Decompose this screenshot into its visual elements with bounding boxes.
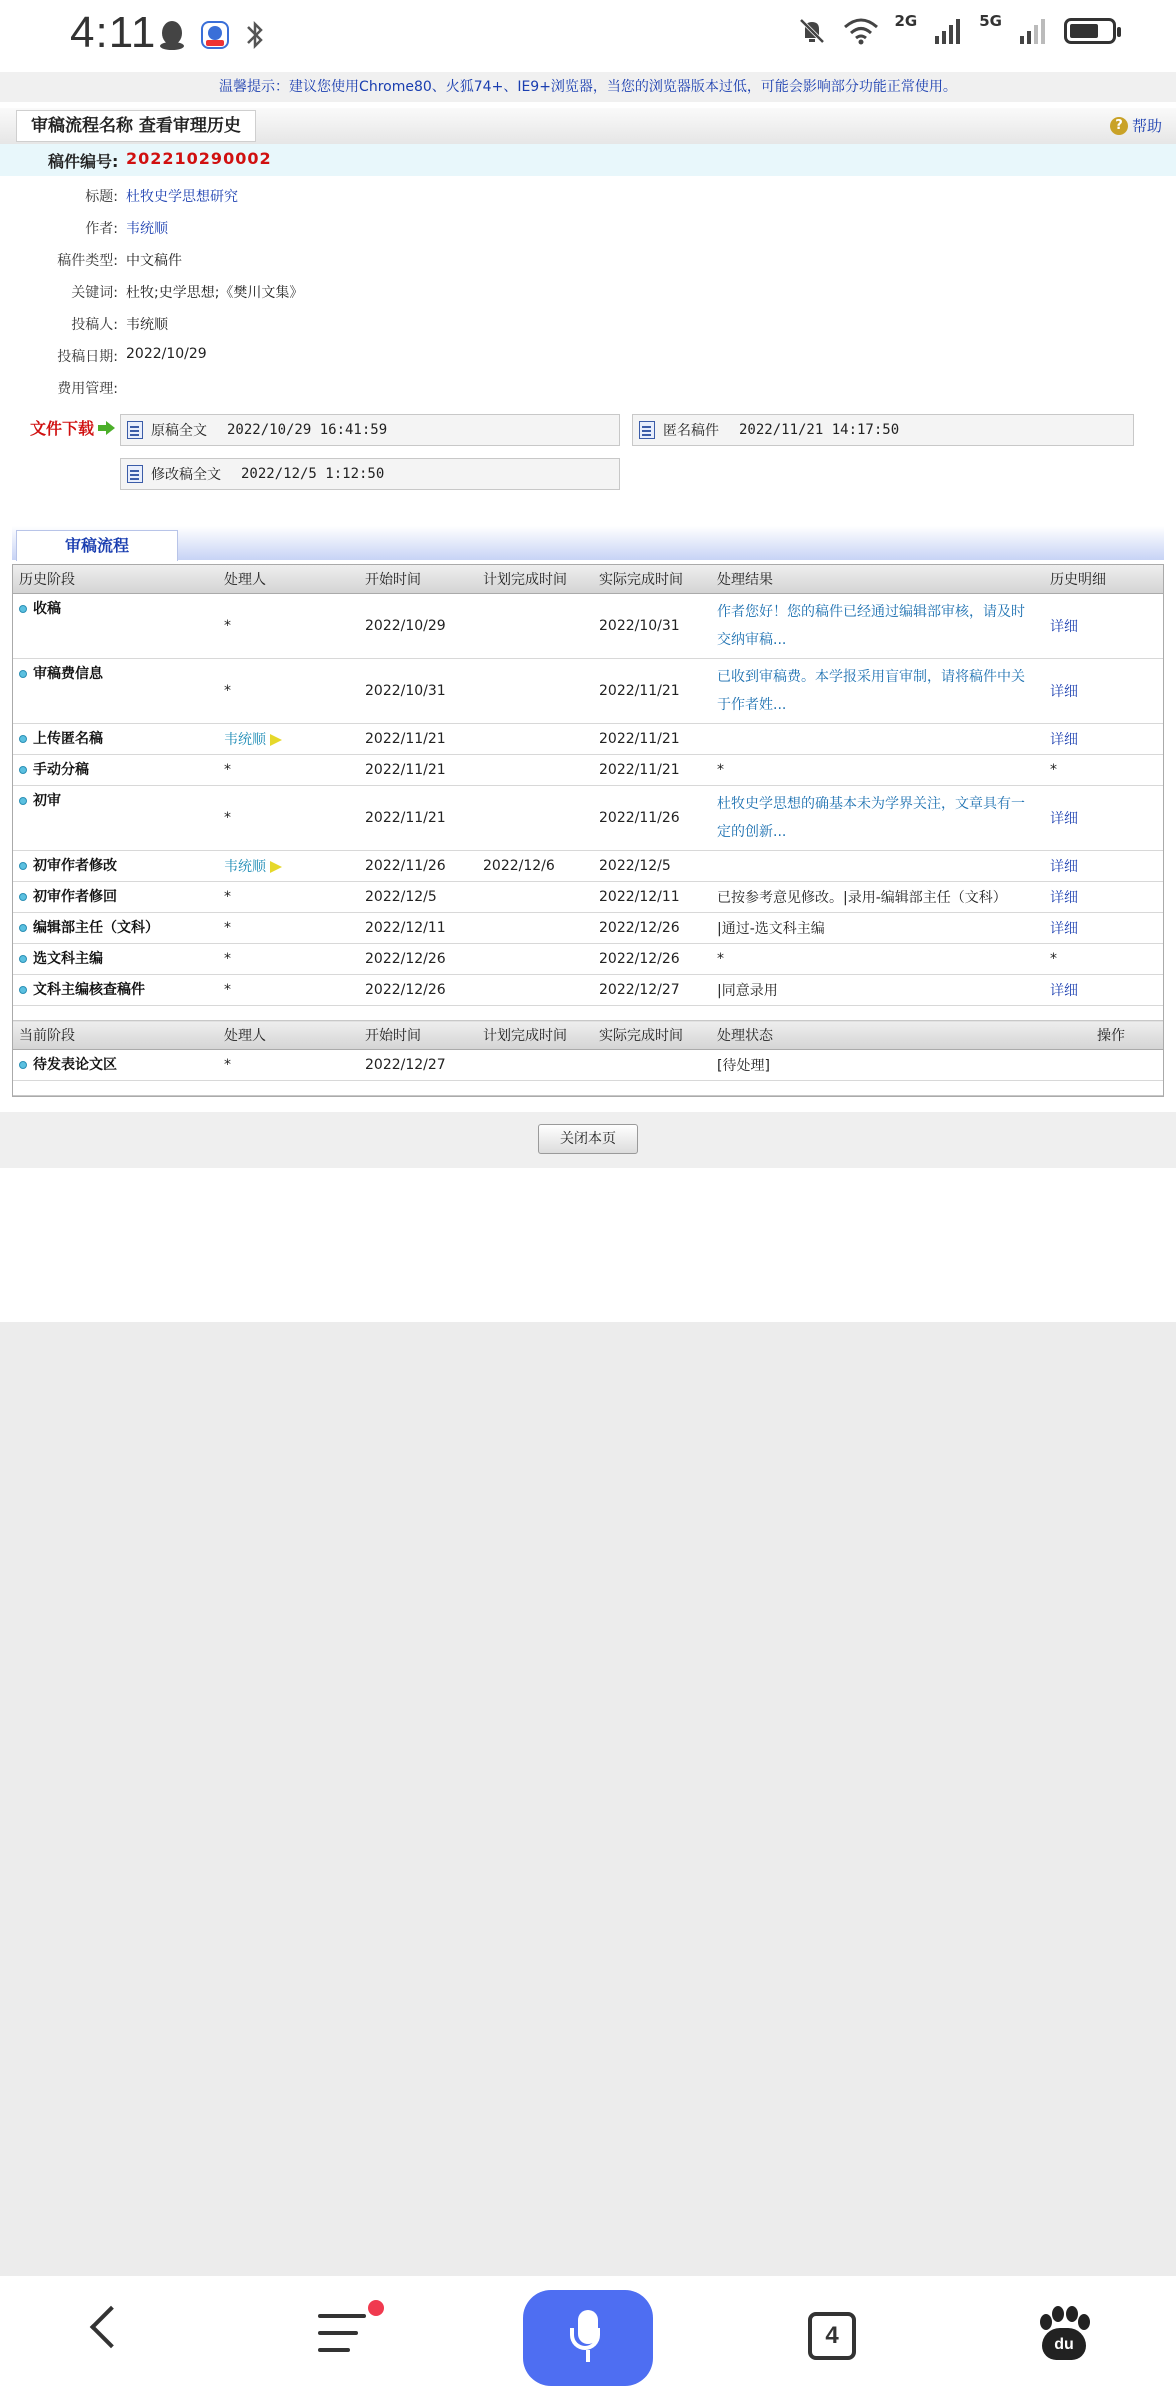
result [711, 851, 1044, 882]
stage-name: 初审作者修回 [33, 889, 117, 905]
review-flow-table [12, 564, 1164, 1097]
detail-link[interactable]: 详细 [1050, 859, 1078, 875]
handler: * [218, 913, 359, 944]
start-time: 2022/10/29 [359, 594, 477, 659]
detail-link[interactable]: 详细 [1050, 811, 1078, 827]
col-header: 实际完成时间 [593, 565, 711, 594]
table-row [13, 851, 1163, 882]
help-icon: ? [1110, 117, 1128, 135]
table-row [13, 724, 1163, 755]
file-date: 2022/12/5 1:12:50 [241, 466, 385, 482]
page-title: 审稿流程名称 查看审理历史 [16, 110, 256, 142]
notification-dot [368, 2300, 384, 2316]
bluetooth-icon [244, 18, 266, 52]
info-key: 投稿日期: [57, 349, 118, 365]
col-header: 处理状态 [711, 1021, 1044, 1050]
plan-time [477, 975, 593, 1006]
plan-time [477, 755, 593, 786]
download-label: 文件下载 [30, 419, 95, 438]
flag-icon [270, 861, 282, 873]
battery-icon [1064, 18, 1116, 44]
handler: * [218, 594, 359, 659]
bullet-icon [19, 955, 27, 963]
handler: * [218, 975, 359, 1006]
table-row [13, 913, 1163, 944]
info-row-submitter [0, 308, 1176, 338]
result-link[interactable]: 杜牧史学思想的确基本未为学界关注，文章具有一定的创新... [717, 796, 1025, 840]
handler: * [218, 1050, 359, 1081]
col-header: 开始时间 [359, 1021, 477, 1050]
result: * [711, 944, 1044, 975]
start-time: 2022/11/21 [359, 724, 477, 755]
voice-search-button[interactable] [523, 2290, 653, 2386]
table-row [13, 944, 1163, 975]
info-key: 关键词: [71, 285, 118, 301]
title-bar [0, 108, 1176, 145]
detail-link[interactable]: 详细 [1050, 684, 1078, 700]
col-header: 开始时间 [359, 565, 477, 594]
close-bar [0, 1112, 1176, 1168]
actual-time: 2022/11/21 [593, 659, 711, 724]
network-2g-label: 2G [894, 12, 918, 30]
bullet-icon [19, 893, 27, 901]
plan-time [477, 913, 593, 944]
start-time: 2022/11/26 [359, 851, 477, 882]
table-row [13, 975, 1163, 1006]
baidu-paw-icon[interactable] [1036, 2306, 1090, 2364]
browser-notice: 温馨提示：建议您使用Chrome80、火狐74+、IE9+浏览器，当您的浏览器版本过低，可能会影响部分功能正常使用。 [0, 72, 1176, 102]
stage-name: 选文科主编 [33, 951, 103, 967]
detail-link[interactable]: 详细 [1050, 890, 1078, 906]
stage-name: 初审 [33, 793, 61, 809]
info-row-type [0, 244, 1176, 274]
bullet-icon [19, 766, 27, 774]
clock: 4:11 [70, 8, 157, 57]
col-header: 当前阶段 [13, 1021, 218, 1050]
bottom-nav [0, 2276, 1176, 2400]
col-header: 处理结果 [711, 565, 1044, 594]
result-link[interactable]: 作者您好！您的稿件已经通过编辑部审核，请及时交纳审稿... [717, 604, 1025, 648]
start-time: 2022/11/21 [359, 755, 477, 786]
result: * [711, 755, 1044, 786]
handler-link[interactable]: 韦统顺 [224, 859, 266, 875]
app-icon [200, 20, 230, 50]
stage-name: 编辑部主任（文科） [33, 920, 159, 936]
detail: * [1044, 755, 1163, 786]
plan-time [477, 1050, 593, 1081]
actual-time: 2022/12/27 [593, 975, 711, 1006]
stage-name: 收稿 [33, 601, 61, 617]
col-header: 处理人 [218, 565, 359, 594]
info-value: 杜牧;史学思想;《樊川文集》 [126, 285, 304, 301]
web-page [0, 72, 1176, 1322]
col-header: 操作 [1044, 1021, 1163, 1050]
col-header: 计划完成时间 [477, 1021, 593, 1050]
file-original[interactable] [120, 414, 620, 446]
baidu-label: du [1042, 2328, 1086, 2360]
col-header: 历史阶段 [13, 565, 218, 594]
start-time: 2022/12/5 [359, 882, 477, 913]
stage-name: 文科主编核查稿件 [33, 982, 145, 998]
table-row [13, 755, 1163, 786]
start-time: 2022/12/26 [359, 944, 477, 975]
plan-time [477, 594, 593, 659]
status: [待处理] [711, 1050, 1044, 1081]
start-time: 2022/12/27 [359, 1050, 477, 1081]
actual-time: 2022/12/26 [593, 944, 711, 975]
table-row [13, 659, 1163, 724]
info-row-title [0, 180, 1176, 210]
info-key: 稿件类型: [57, 253, 118, 269]
file-revised[interactable] [120, 458, 620, 490]
bullet-icon [19, 986, 27, 994]
handler: * [218, 786, 359, 851]
bullet-icon [19, 605, 27, 613]
table-row [13, 786, 1163, 851]
info-row-keywords [0, 276, 1176, 306]
back-icon[interactable] [90, 2306, 132, 2348]
stage-name: 待发表论文区 [33, 1057, 117, 1073]
stage-name: 初审作者修改 [33, 858, 117, 874]
bullet-icon [19, 670, 27, 678]
plan-time [477, 882, 593, 913]
plan-time: 2022/12/6 [477, 851, 593, 882]
qq-icon [158, 19, 186, 51]
start-time: 2022/11/21 [359, 786, 477, 851]
tabs-button[interactable]: 4 [808, 2312, 856, 2360]
file-name: 原稿全文 [151, 423, 207, 439]
tab-review-flow[interactable]: 审稿流程 [16, 530, 178, 561]
start-time: 2022/10/31 [359, 659, 477, 724]
info-value: 韦统顺 [126, 317, 168, 333]
handler: * [218, 882, 359, 913]
handler: * [218, 659, 359, 724]
col-header: 历史明细 [1044, 565, 1163, 594]
detail: * [1044, 944, 1163, 975]
wifi-icon [843, 17, 879, 45]
info-row-fees [0, 372, 1176, 402]
detail-link[interactable]: 详细 [1050, 732, 1078, 748]
info-key: 费用管理: [57, 381, 118, 397]
bullet-icon [19, 1061, 27, 1069]
document-icon [127, 421, 143, 439]
start-time: 2022/12/11 [359, 913, 477, 944]
result: |同意录用 [711, 975, 1044, 1006]
actual-time: 2022/10/31 [593, 594, 711, 659]
document-icon [639, 421, 655, 439]
handler-link[interactable]: 韦统顺 [224, 732, 266, 748]
title-link[interactable]: 杜牧史学思想研究 [126, 189, 238, 205]
spacer-row [13, 1006, 1163, 1021]
actual-time: 2022/11/21 [593, 724, 711, 755]
table-row [13, 882, 1163, 913]
plan-time [477, 724, 593, 755]
col-header: 处理人 [218, 1021, 359, 1050]
operation [1044, 1050, 1163, 1081]
actual-time: 2022/11/26 [593, 786, 711, 851]
spacer-row [13, 1081, 1163, 1096]
network-5g-label: 5G [979, 12, 1002, 30]
result [711, 724, 1044, 755]
stage-name: 上传匿名稿 [33, 731, 103, 747]
history-header-row [13, 565, 1163, 594]
plan-time [477, 659, 593, 724]
info-key: 投稿人: [71, 317, 118, 333]
col-header: 实际完成时间 [593, 1021, 711, 1050]
actual-time [593, 1050, 711, 1081]
stage-name: 审稿费信息 [33, 666, 103, 682]
file-name: 修改稿全文 [151, 467, 221, 483]
bullet-icon [19, 924, 27, 932]
actual-time: 2022/12/11 [593, 882, 711, 913]
info-value: 中文稿件 [126, 253, 182, 269]
author-link[interactable]: 韦统顺 [126, 221, 168, 237]
tab-bar [12, 526, 1164, 560]
info-value: 2022/10/29 [126, 346, 207, 362]
plan-time [477, 944, 593, 975]
table-row [13, 1050, 1163, 1081]
manuscript-id-label: 稿件编号: [48, 152, 119, 171]
table-row [13, 594, 1163, 659]
document-icon [127, 465, 143, 483]
actual-time: 2022/12/26 [593, 913, 711, 944]
info-row-author [0, 212, 1176, 242]
bullet-icon [19, 797, 27, 805]
handler: * [218, 755, 359, 786]
signal-weak-icon [1018, 16, 1048, 46]
result-link[interactable]: 已收到审稿费。本学报采用盲审制，请将稿件中关于作者姓... [717, 669, 1025, 713]
info-key: 标题: [85, 189, 118, 205]
file-date: 2022/11/21 14:17:50 [739, 422, 900, 438]
menu-icon[interactable] [318, 2314, 366, 2365]
plan-time [477, 786, 593, 851]
actual-time: 2022/11/21 [593, 755, 711, 786]
info-key: 作者: [85, 221, 118, 237]
file-anonymous[interactable] [632, 414, 1134, 446]
bullet-icon [19, 862, 27, 870]
start-time: 2022/12/26 [359, 975, 477, 1006]
help-link[interactable] [1110, 115, 1162, 136]
handler: * [218, 944, 359, 975]
detail-link[interactable]: 详细 [1050, 983, 1078, 999]
help-label: 帮助 [1131, 117, 1162, 135]
result: |通过-选文科主编 [711, 913, 1044, 944]
file-name: 匿名稿件 [663, 423, 719, 439]
manuscript-id-row [0, 144, 1176, 176]
manuscript-id: 202210290002 [126, 149, 272, 168]
mute-icon [797, 16, 827, 46]
detail-link[interactable]: 详细 [1050, 921, 1078, 937]
stage-name: 手动分稿 [33, 762, 89, 778]
bullet-icon [19, 735, 27, 743]
result: 已按参考意见修改。|录用-编辑部主任（文科） [711, 882, 1044, 913]
file-date: 2022/10/29 16:41:59 [227, 422, 388, 438]
col-header: 计划完成时间 [477, 565, 593, 594]
current-header-row [13, 1021, 1163, 1050]
status-bar [0, 0, 1176, 72]
close-page-button[interactable]: 关闭本页 [538, 1124, 638, 1154]
flag-icon [270, 734, 282, 746]
detail-link[interactable]: 详细 [1050, 619, 1078, 635]
actual-time: 2022/12/5 [593, 851, 711, 882]
info-row-date [0, 340, 1176, 370]
signal-icon [933, 16, 963, 46]
